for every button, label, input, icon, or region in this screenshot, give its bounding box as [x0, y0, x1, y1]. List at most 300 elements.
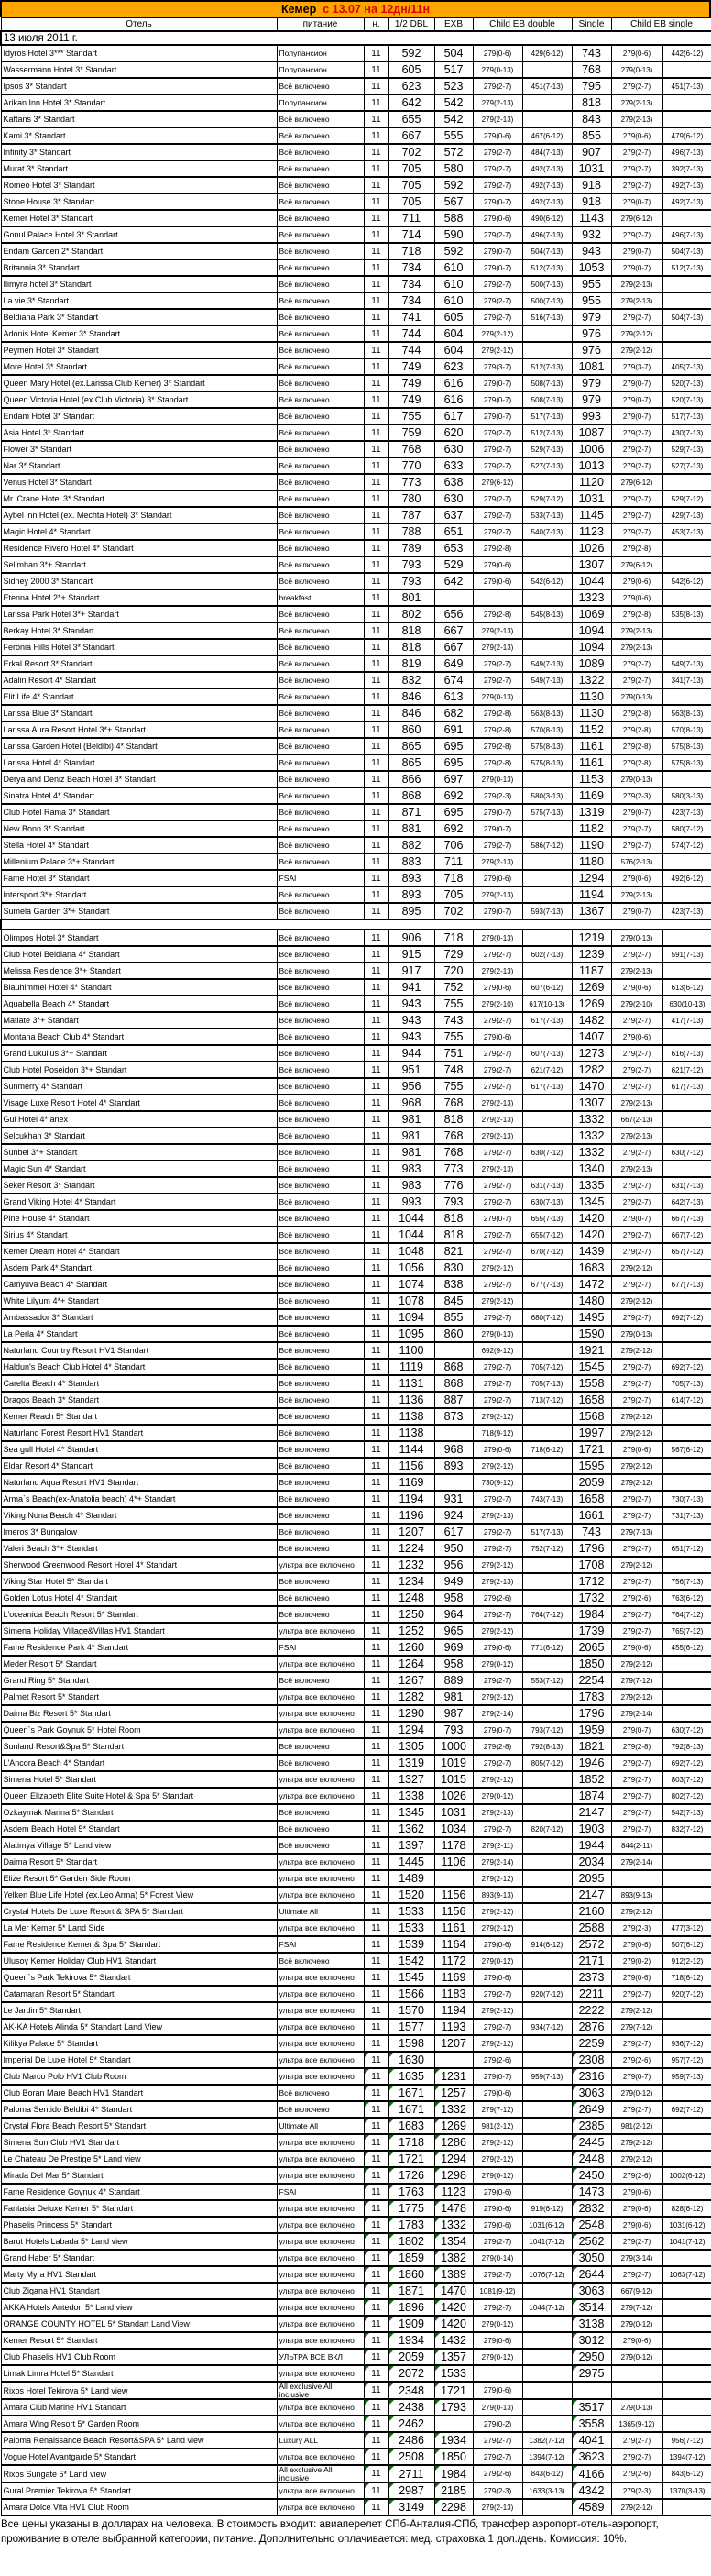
cell-meal-plan: Всё включено	[277, 2101, 364, 2118]
cell-exb-price: 718	[434, 870, 473, 886]
cell-nights: 11	[364, 1854, 388, 1870]
cell-single-price: 1319	[572, 804, 611, 820]
cell-nights: 11	[364, 1804, 388, 1821]
cell-meal-plan: ультра все включено	[277, 2250, 364, 2266]
cell-meal-plan: Всё включено	[277, 1111, 364, 1128]
cell-child-eb-single-1: 279(2-7)	[611, 1392, 662, 1408]
cell-half-dbl-price: 749	[388, 375, 434, 391]
table-row	[1, 1920, 711, 1936]
cell-child-eb-double-2: 752(7-12)	[522, 1540, 572, 1557]
table-row	[1, 1738, 711, 1755]
cell-child-eb-single-1: 279(2-7)	[611, 507, 662, 523]
cell-exb-price: 656	[434, 606, 473, 622]
cell-child-eb-single-2	[662, 771, 711, 787]
cell-exb-price: 1161	[434, 1920, 473, 1936]
cell-hotel-name: Arikan Inn Hotel 3* Standart	[1, 94, 277, 111]
cell-nights: 11	[364, 1111, 388, 1128]
cell-exb-price: 1031	[434, 1804, 473, 1821]
cell-meal-plan: ультра все включено	[277, 2134, 364, 2151]
cell-half-dbl-price: 917	[388, 963, 434, 979]
cell-child-eb-double-1: 279(0-6)	[473, 2332, 522, 2349]
cell-single-price: 1903	[572, 1821, 611, 1837]
cell-hotel-name: L'oceanica Beach Resort 5* Standart	[1, 1606, 277, 1623]
cell-child-eb-single-1: 279(2-7)	[611, 1144, 662, 1161]
cell-child-eb-single-2	[662, 61, 711, 78]
cell-meal-plan: Всё включено	[277, 1408, 364, 1425]
cell-hotel-name: Valeri Beach 3*+ Standart	[1, 1540, 277, 1557]
cell-child-eb-double-2: 490(6-12)	[522, 210, 572, 226]
table-row	[1, 1144, 711, 1161]
cell-child-eb-single-1: 279(2-7)	[611, 2432, 662, 2449]
cell-child-eb-single-1: 279(0-13)	[611, 1326, 662, 1342]
cell-child-eb-single-1: 279(2-7)	[611, 309, 662, 325]
cell-child-eb-single-1: 279(0-13)	[611, 2399, 662, 2416]
cell-half-dbl-price: 711	[388, 210, 434, 226]
cell-child-eb-double-2: 575(8-13)	[522, 738, 572, 754]
cell-exb-price: 691	[434, 721, 473, 738]
table-row	[1, 1111, 711, 1128]
cell-half-dbl-price: 1598	[388, 2035, 434, 2052]
cell-child-eb-double-1: 279(2-7)	[473, 1012, 522, 1029]
cell-child-eb-single-2	[662, 1260, 711, 1276]
cell-nights: 11	[364, 1029, 388, 1045]
cell-child-eb-double-1: 279(2-13)	[473, 1804, 522, 1821]
cell-exb-price: 617	[434, 408, 473, 424]
cell-child-eb-single-1: 279(0-13)	[611, 930, 662, 946]
cell-child-eb-double-1: 279(2-13)	[473, 853, 522, 870]
cell-child-eb-double-1: 279(0-6)	[473, 127, 522, 144]
cell-exb-price	[434, 2052, 473, 2068]
cell-child-eb-double-1: 279(2-12)	[473, 1458, 522, 1474]
cell-nights: 11	[364, 1012, 388, 1029]
cell-child-eb-double-1: 279(2-6)	[473, 2465, 522, 2482]
cell-child-eb-double-2	[522, 853, 572, 870]
cell-exb-price-flagged: 1354	[434, 2233, 473, 2250]
cell-exb-price: 821	[434, 1243, 473, 1260]
cell-hotel-name: Queen Elizabeth Elite Suite Hotel & Spa 5* Standart	[1, 1788, 277, 1804]
cell-hotel-name: Yelken Blue Life Hotel (ex.Leo Arma) 5* Forest View	[1, 1887, 277, 1903]
cell-child-eb-double-2: 920(7-12)	[522, 1986, 572, 2002]
cell-meal-plan: Всё включено	[277, 903, 364, 919]
cell-child-eb-double-1: 279(0-12)	[473, 2349, 522, 2365]
cell-hotel-name: Ambassador 3* Standart	[1, 1309, 277, 1326]
table-row	[1, 1194, 711, 1210]
cell-child-eb-double-2: 593(7-13)	[522, 903, 572, 919]
cell-half-dbl-price: 893	[388, 870, 434, 886]
cell-hotel-name: Club Hotel Rama 3* Standart	[1, 804, 277, 820]
cell-meal-plan: Всё включено	[277, 1375, 364, 1392]
cell-nights: 11	[364, 672, 388, 688]
cell-meal-plan: Всё включено	[277, 1821, 364, 1837]
cell-child-eb-single-2	[662, 963, 711, 979]
table-row	[1, 391, 711, 408]
cell-nights: 11	[364, 639, 388, 655]
cell-child-eb-single-1: 279(2-7)	[611, 523, 662, 540]
cell-child-eb-single-1: 279(0-6)	[611, 2200, 662, 2217]
cell-child-eb-single-1: 279(2-7)	[611, 1227, 662, 1243]
cell-child-eb-single-2	[662, 1854, 711, 1870]
cell-half-dbl-price: 741	[388, 309, 434, 325]
cell-half-dbl-price-flagged: 1860	[388, 2266, 434, 2283]
cell-child-eb-single-1: 279(0-6)	[611, 589, 662, 606]
cell-nights: 11	[364, 738, 388, 754]
cell-child-eb-single-1: 279(2-13)	[611, 276, 662, 292]
cell-exb-price: 567	[434, 193, 473, 210]
cell-half-dbl-price-flagged: 1802	[388, 2233, 434, 2250]
table-row	[1, 688, 711, 705]
cell-child-eb-single-2: 843(6-12)	[662, 2465, 711, 2482]
cell-nights-flagged: 11	[364, 2316, 388, 2332]
table-row	[1, 1788, 711, 1804]
cell-hotel-name: Gural Premier Tekirova 5* Standart	[1, 2482, 277, 2499]
footer-note: Все цены указаны в долларах на человека. В стоимость входит: авиаперелет СПб-Анталия-СПб, трансфер аэропорт-отель-аэропорт, проживание в отеле выбранной категории, питание. Дополнительно оплачивается: мед. страховка 1 дол./день. Комиссия: 10%.	[1, 2519, 659, 2545]
table-row	[1, 1639, 711, 1656]
cell-meal-plan: Всё включено	[277, 259, 364, 276]
table-row	[1, 1260, 711, 1276]
cell-hotel-name: Daima Resort 5* Standart	[1, 1854, 277, 1870]
cell-child-eb-double-1: 279(2-12)	[473, 1293, 522, 1309]
table-row	[1, 2068, 711, 2085]
cell-half-dbl-price: 1539	[388, 1936, 434, 1953]
cell-child-eb-double-2	[522, 1474, 572, 1491]
cell-hotel-name: Fame Residence Kemer & Spa 5* Standart	[1, 1936, 277, 1953]
cell-child-eb-double-1: 279(2-7)	[473, 1078, 522, 1095]
cell-single-price: 1658	[572, 1491, 611, 1507]
cell-child-eb-double-1: 279(2-8)	[473, 1738, 522, 1755]
cell-exb-price: 610	[434, 259, 473, 276]
cell-child-eb-single-2: 453(7-13)	[662, 523, 711, 540]
cell-child-eb-single-2: 575(8-13)	[662, 738, 711, 754]
cell-nights: 11	[364, 1441, 388, 1458]
cell-meal-plan: Всё включено	[277, 177, 364, 193]
cell-child-eb-single-2: 504(7-13)	[662, 243, 711, 259]
table-row	[1, 1359, 711, 1375]
cell-meal-plan: Всё включено	[277, 573, 364, 589]
cell-half-dbl-price: 1207	[388, 1524, 434, 1540]
cell-child-eb-single-2	[662, 1656, 711, 1672]
cell-exb-price: 682	[434, 705, 473, 721]
cell-hotel-name: Club Hotel Beldiana 4* Standart	[1, 946, 277, 963]
cell-hotel-name: Aquabella Beach 4* Standart	[1, 996, 277, 1012]
cell-single-price: 1661	[572, 1507, 611, 1524]
cell-child-eb-single-2	[662, 210, 711, 226]
cell-hotel-name: Simena Sun Club HV1 Standart	[1, 2134, 277, 2151]
cell-nights: 11	[364, 1738, 388, 1755]
cell-exb-price: 504	[434, 45, 473, 61]
cell-half-dbl-price: 1294	[388, 1722, 434, 1738]
cell-child-eb-single-2	[662, 2349, 711, 2365]
cell-meal-plan: Всё включено	[277, 1342, 364, 1359]
cell-hotel-name: Erkal Resort 3* Standart	[1, 655, 277, 672]
table-row	[1, 1689, 711, 1705]
table-row	[1, 556, 711, 573]
cell-child-eb-single-2	[662, 1293, 711, 1309]
cell-single-price-flagged: 2975	[572, 2365, 611, 2382]
cell-meal-plan: Всё включено	[277, 1243, 364, 1260]
cell-nights-flagged: 11	[364, 2151, 388, 2167]
cell-meal-plan: Всё включено	[277, 507, 364, 523]
cell-child-eb-single-1: 279(2-7)	[611, 672, 662, 688]
cell-single-price: 1332	[572, 1144, 611, 1161]
cell-child-eb-double-2: 718(6-12)	[522, 1441, 572, 1458]
table-row	[1, 2233, 711, 2250]
cell-hotel-name: Club Zigana HV1 Standart	[1, 2283, 277, 2299]
table-row	[1, 127, 711, 144]
cell-child-eb-double-1: 279(0-6)	[473, 2200, 522, 2217]
cell-child-eb-single-1: 279(2-7)	[611, 1804, 662, 1821]
cell-single-price: 1340	[572, 1161, 611, 1177]
cell-child-eb-single-2: 1041(7-12)	[662, 2233, 711, 2250]
cell-single-price-flagged: 4041	[572, 2432, 611, 2449]
table-row	[1, 1870, 711, 1887]
cell-half-dbl-price: 1138	[388, 1425, 434, 1441]
cell-child-eb-double-1: 279(0-6)	[473, 2184, 522, 2200]
table-row	[1, 963, 711, 979]
cell-child-eb-double-2: 607(6-12)	[522, 979, 572, 996]
cell-meal-plan: Всё включено	[277, 226, 364, 243]
table-row	[1, 853, 711, 870]
cell-child-eb-single-2	[662, 2316, 711, 2332]
table-row	[1, 1507, 711, 1524]
cell-exb-price: 1015	[434, 1771, 473, 1788]
table-row	[1, 243, 711, 259]
cell-child-eb-double-1: 279(0-7)	[473, 193, 522, 210]
cell-child-eb-single-1: 576(2-13)	[611, 853, 662, 870]
cell-nights-flagged: 11	[364, 2365, 388, 2382]
cell-meal-plan: Всё включено	[277, 853, 364, 870]
cell-child-eb-single-2: 520(7-13)	[662, 391, 711, 408]
cell-child-eb-single-2: 677(7-13)	[662, 1276, 711, 1293]
table-row	[1, 1590, 711, 1606]
cell-child-eb-single-2: 730(7-13)	[662, 1491, 711, 1507]
cell-meal-plan: Всё включено	[277, 1045, 364, 1062]
cell-child-eb-double-1: 279(2-12)	[473, 2035, 522, 2052]
cell-nights: 11	[364, 1953, 388, 1969]
cell-nights: 11	[364, 375, 388, 391]
cell-nights-flagged: 11	[364, 2465, 388, 2482]
table-row	[1, 94, 711, 111]
cell-nights: 11	[364, 1276, 388, 1293]
cell-half-dbl-price: 780	[388, 490, 434, 507]
cell-meal-plan: Всё включено	[277, 408, 364, 424]
table-row	[1, 1887, 711, 1903]
cell-nights: 11	[364, 441, 388, 457]
cell-exb-price-flagged: 1269	[434, 2118, 473, 2134]
cell-single-price: 1161	[572, 738, 611, 754]
cell-child-eb-single-2	[662, 886, 711, 903]
cell-hotel-name: Queen Mary Hotel (ex.Larissa Club Kemer) 3* Standart	[1, 375, 277, 391]
cell-single-price: 1120	[572, 474, 611, 490]
cell-child-eb-double-1: 279(2-7)	[473, 1062, 522, 1078]
cell-hotel-name: Britannia 3* Standart	[1, 259, 277, 276]
cell-single-price: 1568	[572, 1408, 611, 1425]
cell-half-dbl-price: 705	[388, 177, 434, 193]
cell-child-eb-double-1: 279(0-7)	[473, 408, 522, 424]
cell-half-dbl-price: 1542	[388, 1953, 434, 1969]
cell-child-eb-double-1: 279(6-12)	[473, 474, 522, 490]
cell-child-eb-double-2: 607(7-13)	[522, 1045, 572, 1062]
table-row	[1, 754, 711, 771]
cell-exb-price: 667	[434, 639, 473, 655]
cell-meal-plan: Всё включено	[277, 276, 364, 292]
cell-child-eb-single-1: 279(0-12)	[611, 2085, 662, 2101]
table-row	[1, 1293, 711, 1309]
table-row	[1, 144, 711, 160]
table-row	[1, 1243, 711, 1260]
cell-child-eb-single-2: 563(8-13)	[662, 705, 711, 721]
cell-hotel-name: Kami 3* Standart	[1, 127, 277, 144]
cell-nights: 11	[364, 573, 388, 589]
cell-half-dbl-price: 1074	[388, 1276, 434, 1293]
cell-half-dbl-price: 981	[388, 1144, 434, 1161]
cell-meal-plan: Всё включено	[277, 78, 364, 94]
cell-half-dbl-price: 789	[388, 540, 434, 556]
cell-child-eb-single-2: 705(7-13)	[662, 1375, 711, 1392]
cell-half-dbl-price-flagged: 1896	[388, 2299, 434, 2316]
cell-single-price: 1307	[572, 1095, 611, 1111]
cell-exb-price: 949	[434, 1573, 473, 1590]
cell-hotel-name: Phaselis Princess 5* Standart	[1, 2217, 277, 2233]
cell-child-eb-double-2: 586(7-12)	[522, 837, 572, 853]
cell-nights: 11	[364, 688, 388, 705]
table-row	[1, 408, 711, 424]
cell-exb-price-flagged: 1123	[434, 2184, 473, 2200]
cell-child-eb-double-1: 279(0-12)	[473, 1656, 522, 1672]
cell-nights: 11	[364, 1375, 388, 1392]
cell-exb-price: 667	[434, 622, 473, 639]
cell-hotel-name: Viking Star Hotel 5* Standart	[1, 1573, 277, 1590]
cell-child-eb-double-1: 279(0-13)	[473, 2399, 522, 2416]
cell-exb-price: 692	[434, 787, 473, 804]
cell-exb-price: 889	[434, 1672, 473, 1689]
cell-half-dbl-price: 943	[388, 1029, 434, 1045]
cell-nights: 11	[364, 391, 388, 408]
cell-child-eb-double-1: 279(2-13)	[473, 1573, 522, 1590]
cell-child-eb-single-1: 279(2-12)	[611, 2002, 662, 2019]
table-row	[1, 589, 711, 606]
cell-single-price: 1821	[572, 1738, 611, 1755]
cell-child-eb-double-2	[522, 1458, 572, 1474]
cell-single-price: 1712	[572, 1573, 611, 1590]
cell-child-eb-double-1: 279(2-7)	[473, 2299, 522, 2316]
cell-nights-flagged: 11	[364, 2382, 388, 2399]
cell-child-eb-single-1: 279(0-7)	[611, 2068, 662, 2085]
cell-child-eb-single-1: 279(2-7)	[611, 1507, 662, 1524]
cell-child-eb-double-1: 279(0-6)	[473, 210, 522, 226]
cell-child-eb-double-2: 504(7-13)	[522, 243, 572, 259]
table-row	[1, 1227, 711, 1243]
cell-single-price-flagged: 2950	[572, 2349, 611, 2365]
col-header-nights: н.	[364, 17, 388, 31]
cell-nights: 11	[364, 787, 388, 804]
cell-meal-plan: All exclusive All inclusive	[277, 2465, 364, 2482]
cell-child-eb-single-2: 692(7-12)	[662, 1359, 711, 1375]
cell-child-eb-single-1: 279(2-7)	[611, 2233, 662, 2250]
cell-single-price: 1194	[572, 886, 611, 903]
table-row	[1, 1755, 711, 1771]
cell-child-eb-double-1: 279(2-7)	[473, 1309, 522, 1326]
cell-child-eb-double-1: 279(2-12)	[473, 1920, 522, 1936]
cell-exb-price: 793	[434, 1722, 473, 1738]
cell-child-eb-single-1: 279(2-12)	[611, 1474, 662, 1491]
cell-child-eb-double-2: 508(7-13)	[522, 375, 572, 391]
cell-child-eb-double-2	[522, 1788, 572, 1804]
cell-meal-plan: Всё включено	[277, 1095, 364, 1111]
cell-exb-price: 529	[434, 556, 473, 573]
table-row	[1, 2085, 711, 2101]
cell-hotel-name: Club Phaselis HV1 Club Room	[1, 2349, 277, 2365]
table-row	[1, 1491, 711, 1507]
cell-hotel-name: Venus Hotel 3* Standart	[1, 474, 277, 490]
cell-child-eb-double-2: 1044(7-12)	[522, 2299, 572, 2316]
cell-single-price: 1495	[572, 1309, 611, 1326]
table-row	[1, 1953, 711, 1969]
cell-single-price: 2572	[572, 1936, 611, 1953]
cell-exb-price: 1178	[434, 1837, 473, 1854]
cell-meal-plan: Всё включено	[277, 1144, 364, 1161]
cell-exb-price-flagged: 1298	[434, 2167, 473, 2184]
cell-meal-plan: ультра все включено	[277, 2019, 364, 2035]
cell-child-eb-single-2: 1031(6-12)	[662, 2217, 711, 2233]
cell-child-eb-double-2	[522, 1771, 572, 1788]
cell-child-eb-double-2: 533(7-13)	[522, 507, 572, 523]
cell-meal-plan: Всё включено	[277, 474, 364, 490]
cell-half-dbl-price-flagged: 1909	[388, 2316, 434, 2332]
cell-child-eb-single-1: 279(2-10)	[611, 996, 662, 1012]
cell-nights: 11	[364, 1903, 388, 1920]
cell-child-eb-single-1: 279(2-13)	[611, 111, 662, 127]
cell-child-eb-double-1: 279(0-6)	[473, 45, 522, 61]
cell-child-eb-single-1: 279(3-7)	[611, 358, 662, 375]
cell-nights: 11	[364, 358, 388, 375]
cell-hotel-name: Rixos Sungate 5* Land view	[1, 2465, 277, 2482]
cell-nights: 11	[364, 1078, 388, 1095]
cell-hotel-name: Endam Hotel 3* Standart	[1, 408, 277, 424]
cell-child-eb-single-2	[662, 2184, 711, 2200]
cell-child-eb-double-2: 570(8-13)	[522, 721, 572, 738]
cell-meal-plan: ультра все включено	[277, 2052, 364, 2068]
cell-single-price: 2222	[572, 2002, 611, 2019]
cell-hotel-name: Larissa Hotel 4* Standart	[1, 754, 277, 771]
table-row	[1, 2217, 711, 2233]
cell-child-eb-single-2: 764(7-12)	[662, 1606, 711, 1623]
cell-single-price: 1683	[572, 1260, 611, 1276]
cell-half-dbl-price-flagged: 1721	[388, 2151, 434, 2167]
cell-hotel-name: Elize Resort 5* Garden Side Room	[1, 1870, 277, 1887]
cell-child-eb-double-1: 279(2-13)	[473, 1507, 522, 1524]
cell-hotel-name: Etenna Hotel 2*+ Standart	[1, 589, 277, 606]
cell-hotel-name: Stella Hotel 4* Standart	[1, 837, 277, 853]
table-row	[1, 2416, 711, 2432]
title-period-text: с 13.07 на 12дн/11н	[323, 3, 430, 16]
cell-exb-price: 620	[434, 424, 473, 441]
cell-half-dbl-price: 1577	[388, 2019, 434, 2035]
cell-child-eb-single-2: 956(7-12)	[662, 2432, 711, 2449]
table-row	[1, 1458, 711, 1474]
cell-single-price: 743	[572, 45, 611, 61]
cell-single-price: 855	[572, 127, 611, 144]
cell-meal-plan: ультра все включено	[277, 1969, 364, 1986]
cell-hotel-name: Golden Lotus Hotel 4* Standart	[1, 1590, 277, 1606]
cell-exb-price: 830	[434, 1260, 473, 1276]
cell-half-dbl-price: 846	[388, 688, 434, 705]
cell-single-price-flagged: 3517	[572, 2399, 611, 2416]
cell-half-dbl-price: 895	[388, 903, 434, 919]
cell-half-dbl-price: 1078	[388, 1293, 434, 1309]
cell-child-eb-double-2	[522, 1029, 572, 1045]
cell-exb-price: 981	[434, 1689, 473, 1705]
cell-nights: 11	[364, 1590, 388, 1606]
